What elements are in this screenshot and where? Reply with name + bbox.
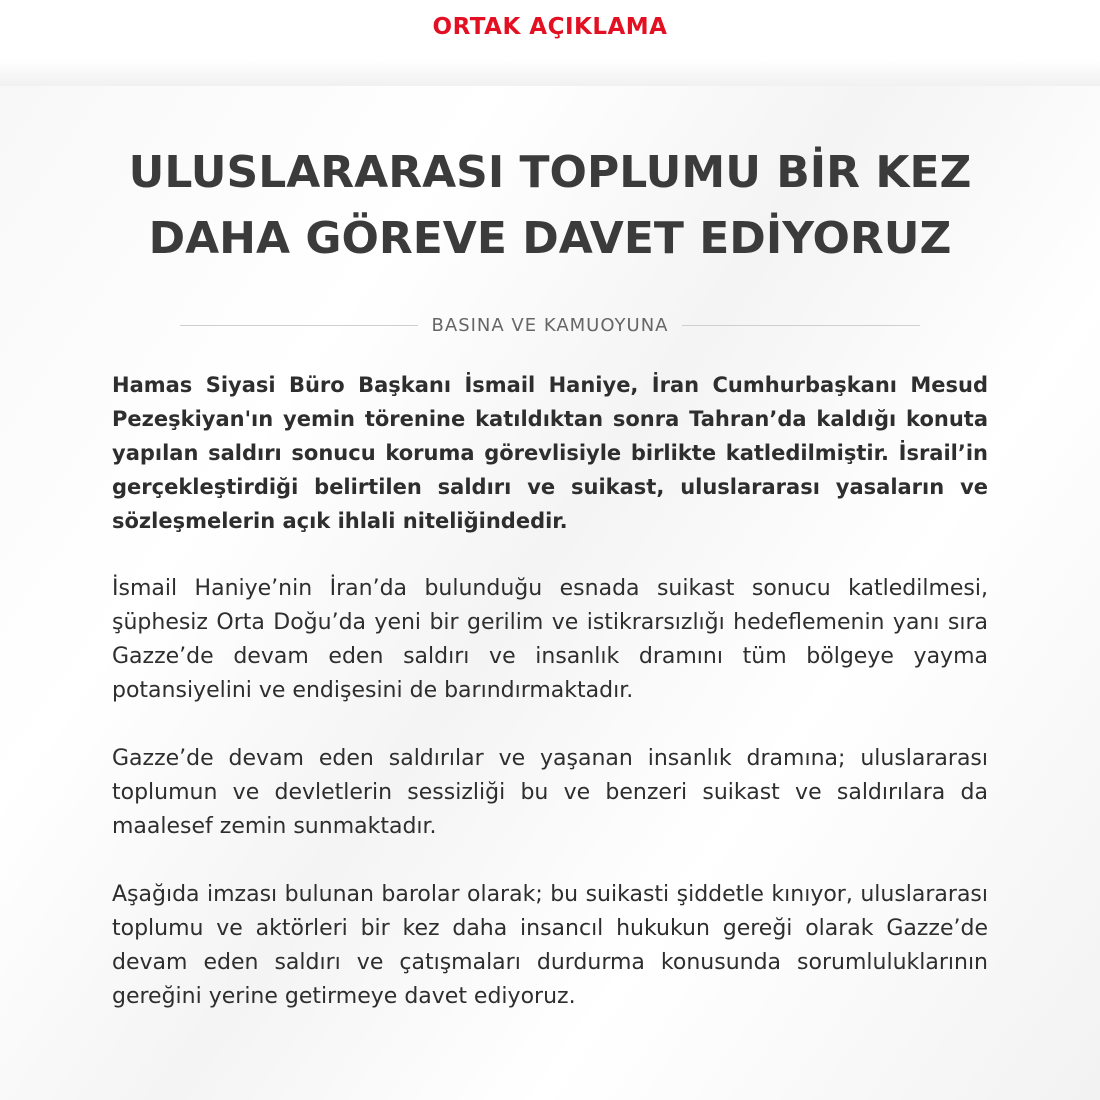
page-title-line-1: ULUSLARARASI TOPLUMU BİR KEZ [128, 147, 972, 198]
subheading: BASINA VE KAMUOYUNA [431, 314, 669, 336]
page-title-line-2: DAHA GÖREVE DAVET EDİYORUZ [148, 213, 952, 264]
paragraph: Aşağıda imzası bulunan barolar olarak; bu suikasti şiddetle kınıyor, uluslararası toplumu ve aktörleri bir kez daha insancıl hukukun gereği olarak Gazze’de devam eden saldırı ve çatışmaları durdurma konusunda sorumluluklarının gereğini yerine getirmeye davet ediyoruz. [112, 882, 988, 1009]
subheading-row [180, 310, 920, 340]
paragraph: İsmail Haniye’nin İran’da bulunduğu esnada suikast sonucu katledilmesi, şüphesiz Orta Doğu’da yeni bir gerilim ve istikrarsızlığı hedeflemenin yanı sıra Gazze’de devam eden saldırı ve insanlık dramını tüm bölgeye yayma potansiyelini ve endişesini de barındırmaktadır. [112, 576, 988, 703]
header-bar [0, 0, 1100, 86]
header-label: ORTAK AÇIKLAMA [432, 14, 668, 40]
statement-body [112, 368, 988, 1048]
paragraph: Gazze’de devam eden saldırılar ve yaşanan insanlık dramına; uluslararası toplumun ve devletlerin sessizliği bu ve benzeri suikast ve saldırılara da maalesef zemin sunmaktadır. [112, 746, 988, 839]
divider-right [682, 325, 920, 326]
page-title [50, 140, 1050, 272]
paragraph-lead: Hamas Siyasi Büro Başkanı İsmail Haniye, İran Cumhurbaşkanı Mesud Pezeşkiyan'ın yemin törenine katıldıktan sonra Tahran’da kaldığı konuta yapılan saldırı sonucu koruma görevlisiyle birlikte katledilmiştir. İsrail’in gerçekleştirdiği belirtilen saldırı ve suikast, uluslararası yasaların ve sözleşmelerin açık ihlali niteliğindedir. [112, 373, 988, 533]
divider-left [180, 325, 418, 326]
